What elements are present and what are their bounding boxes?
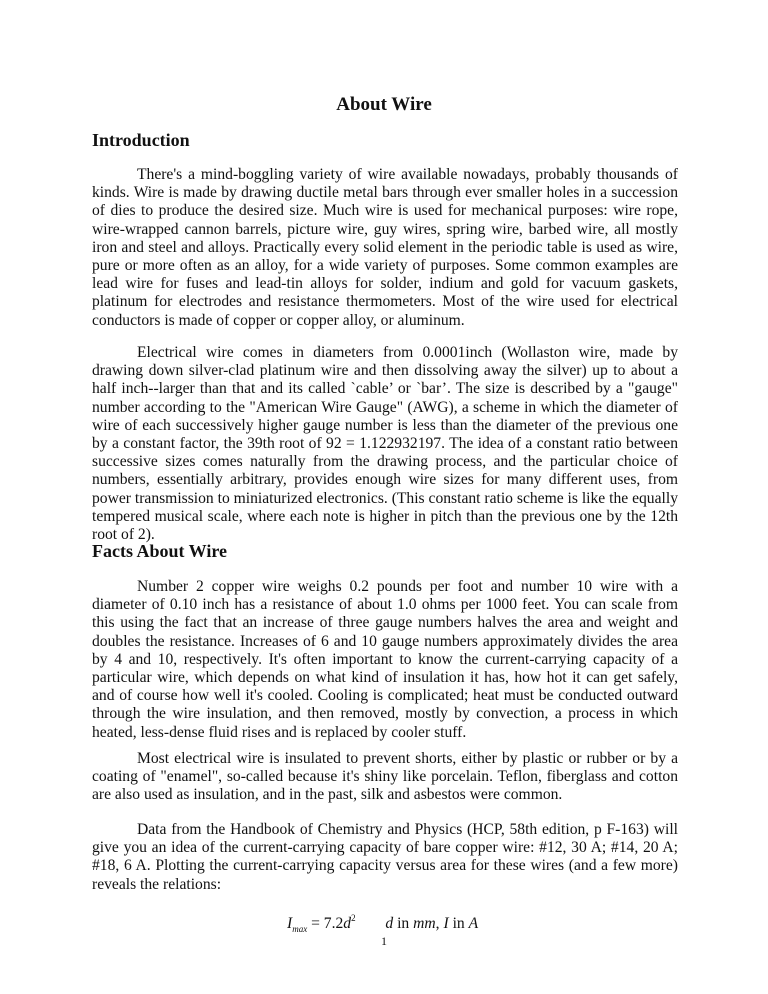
eq-var: d [343,915,352,932]
paragraph-facts-1: Number 2 copper wire weighs 0.2 pounds per foot and number 10 wire with a diameter of 0.10 inch has a resistance of about 1.0 ohms per 1000 feet. You can scale from this using the fact that an increase of three gauge numbers halves the area and weight and doubles the resistance. Increases of 6 and 10 gauge numbers approximately divides the area by 4 and 10, respectively. It's often important to know the current-carrying capacity of a particular wire, which depends on what kind of insulation it has, how hot it can get safely, and of course how well it's cooled. Cooling is complicated; heat must be conducted outward through the wire insulation, and then removed, mostly by convection, a process in which heated, less-dense fluid rises and is replaced by cooler stuff. [92,578,678,741]
document-title: About Wire [336,94,432,115]
eq-lhs-symbol: I [287,915,293,932]
paragraph-intro-1: There's a mind-boggling variety of wire available nowadays, probably thousands of kinds. Wire is made by drawing ductile metal bars through ever smaller holes in a succession of dies to produce the desired size. Much wire is used for mechanical purposes: wire rope, wire-wrapped cannon barrels, picture wire, guy wires, spring wire, barbed wire, all mostly iron and steel and alloys. Practically every solid element in the periodic table is used as wire, pure or more often as an alloy, for a wide variety of purposes. Some common examples are lead wire for fuses and lead-tin alloys for solder, indium and gold for vacuum gaskets, platinum for electrodes and resistance thermometers. Most of the wire used for electrical conductors is made of copper or copper alloy, or aluminum. [92,166,678,329]
eq-equals: = 7.2 [307,915,344,932]
paragraph-intro-2: Electrical wire comes in diameters from 0.0001inch (Wollaston wire, made by drawing down silver-clad platinum wire and then dissolving away the silver) up to about a half inch--larger than that and its called `cable’ or `bar’. The size is described by a "gauge" number according to the "American Wire Gauge" (AWG), a scheme in which the diameter of wire of each successively higher gauge number is less than the diameter of the previous one by a constant factor, the 39th root of 92 = 1.122932197. The idea of a constant ratio between successive sizes comes naturally from the drawing process, and the particular choice of numbers, essentially arbitrary, provides enough wire sizes for many different uses, from power transmission to miniaturized electronics. (This constant ratio scheme is like the equally tempered musical scale, where each note is higher in pitch than the previous one by the 12th root of 2). [92,344,678,544]
section-heading-facts-about-wire: Facts About Wire [92,541,228,561]
eq-unit-d-var: d [385,915,394,932]
eq-exponent: 2 [351,913,356,923]
eq-unit-d-text: in [393,915,414,932]
eq-unit-i-var: I [443,915,449,932]
paragraph-facts-3: Data from the Handbook of Chemistry and Physics (HCP, 58th edition, p F-163) will give you an idea of the current-carrying capacity of bare copper wire: #12, 30 A; #14, 20 A; #18, 6 A. Plotting the current-carrying capacity versus area for these wires (and a few more) reveals the relations: [92,821,678,893]
eq-separator: , [435,915,444,932]
equation-imax [287,914,478,935]
eq-lhs-subscript: max [292,924,308,934]
eq-unit-i-unit: A [468,915,479,932]
paragraph-facts-2: Most electrical wire is insulated to prevent shorts, either by plastic or rubber or by a coating of "enamel", so-called because it's shiny like porcelain. Teflon, fiberglass and cotton are also used as insulation, and in the past, silk and asbestos were common. [92,750,678,804]
section-heading-introduction: Introduction [92,130,190,150]
page-number: 1 [381,934,387,948]
eq-unit-d-unit: mm [413,915,436,932]
eq-unit-i-text: in [448,915,469,932]
